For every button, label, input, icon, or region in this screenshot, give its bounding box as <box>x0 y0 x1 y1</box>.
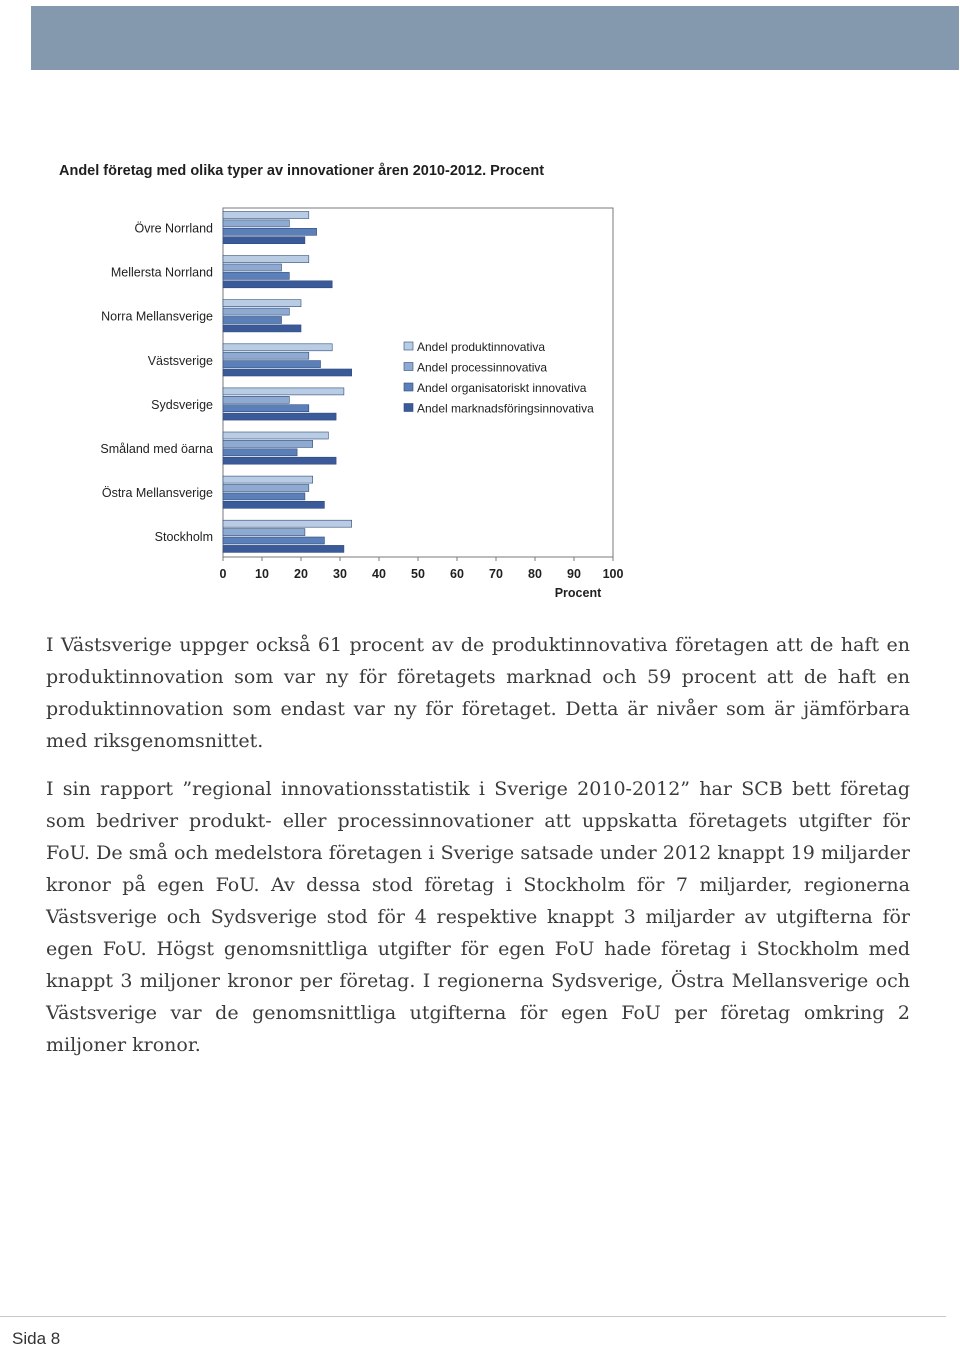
legend-swatch <box>404 342 413 350</box>
bar <box>223 325 301 332</box>
bar <box>223 485 309 492</box>
bar <box>223 220 289 227</box>
category-label: Sydsverige <box>151 397 213 412</box>
bar-chart <box>0 0 960 620</box>
bar <box>223 537 324 544</box>
paragraph: I Västsverige uppger också 61 procent av de produktinnovativa företagen att de haft en produktinnovation som var ny för företagets marknad och 59 procent att de haft en produktinnovation som endast var ny för företaget. Detta är nivåer som är jämförbara med riksgenomsnittet. <box>46 634 910 752</box>
tick-label: 80 <box>528 567 542 581</box>
chart-title: Andel företag med olika typer av innovationer åren 2010-2012. Procent <box>59 163 545 179</box>
bar <box>223 493 305 500</box>
tick-label: 70 <box>489 567 503 581</box>
category-label: Norra Mellansverige <box>101 309 213 324</box>
legend-swatch <box>404 383 413 391</box>
bar <box>223 361 321 368</box>
category-label: Småland med öarna <box>100 442 213 456</box>
bar <box>223 228 317 235</box>
bar <box>223 369 352 376</box>
bar <box>223 212 309 219</box>
bar <box>223 545 344 552</box>
bar <box>223 501 324 508</box>
category-label: Mellersta Norrland <box>110 265 213 280</box>
paragraph: I sin rapport ”regional innovationsstatistik i Sverige 2010-2012” har SCB bett företag som bedriver produkt- eller processinnovationer att uppskatta företagets utgifter för FoU. De små och medelstora företagen i Sverige satsade under 2012 knappt 19 miljarder kronor på egen FoU. Av dessa stod företag i Stockholm för 7 miljarder, regionerna Västsverige och Sydsverige stod för 4 respektive knappt 3 miljarder av utgifterna för egen FoU. Högst genomsnittliga utgifter för egen FoU hade företag i Stockholm med knappt 3 miljoner kronor per företag. I regionerna Sydsverige, Östra Mellansverige och Västsverige var de genomsnittliga utgifterna för egen FoU per företag omkring 2 miljoner kronor. <box>46 778 910 1056</box>
tick-label: 90 <box>567 567 581 581</box>
category-label: Övre Norrland <box>134 221 213 236</box>
tick-label: 0 <box>219 567 227 581</box>
legend-label: Andel marknadsföringsinnovativa <box>417 401 594 416</box>
category-label: Västsverige <box>147 353 213 368</box>
bar <box>223 396 289 403</box>
bar <box>223 317 282 324</box>
bar <box>223 457 336 464</box>
bar <box>223 529 305 536</box>
legend-label: Andel processinnovativa <box>417 360 548 375</box>
tick-label: 60 <box>450 567 464 581</box>
bar <box>223 308 289 315</box>
footer-divider <box>0 1316 946 1317</box>
legend-swatch <box>404 363 413 371</box>
category-label: Östra Mellansverige <box>101 486 213 501</box>
legend-label: Andel produktinnovativa <box>417 340 546 354</box>
x-axis-label: Procent <box>554 586 602 600</box>
tick-label: 30 <box>333 567 347 581</box>
bar <box>223 440 313 447</box>
body-text <box>46 629 910 1077</box>
bar <box>223 272 289 279</box>
tick-label: 50 <box>411 567 425 581</box>
bar <box>223 405 309 412</box>
bar <box>223 476 313 483</box>
tick-label: 40 <box>372 567 386 581</box>
bar <box>223 237 305 244</box>
tick-label: 100 <box>602 567 624 581</box>
bar <box>223 413 336 420</box>
category-label: Stockholm <box>154 530 213 545</box>
bar <box>223 300 301 307</box>
bar <box>223 388 344 395</box>
legend-swatch <box>404 404 413 412</box>
bar <box>223 264 282 271</box>
bar <box>223 344 332 351</box>
bar <box>223 256 309 263</box>
bar <box>223 352 309 359</box>
bar <box>223 281 332 288</box>
page-number: Sida 8 <box>12 1329 61 1348</box>
tick-label: 20 <box>294 567 308 581</box>
bar <box>223 432 328 439</box>
bar <box>223 520 352 527</box>
tick-label: 10 <box>255 567 269 581</box>
bar <box>223 449 297 456</box>
legend-label: Andel organisatoriskt innovativa <box>417 381 587 395</box>
